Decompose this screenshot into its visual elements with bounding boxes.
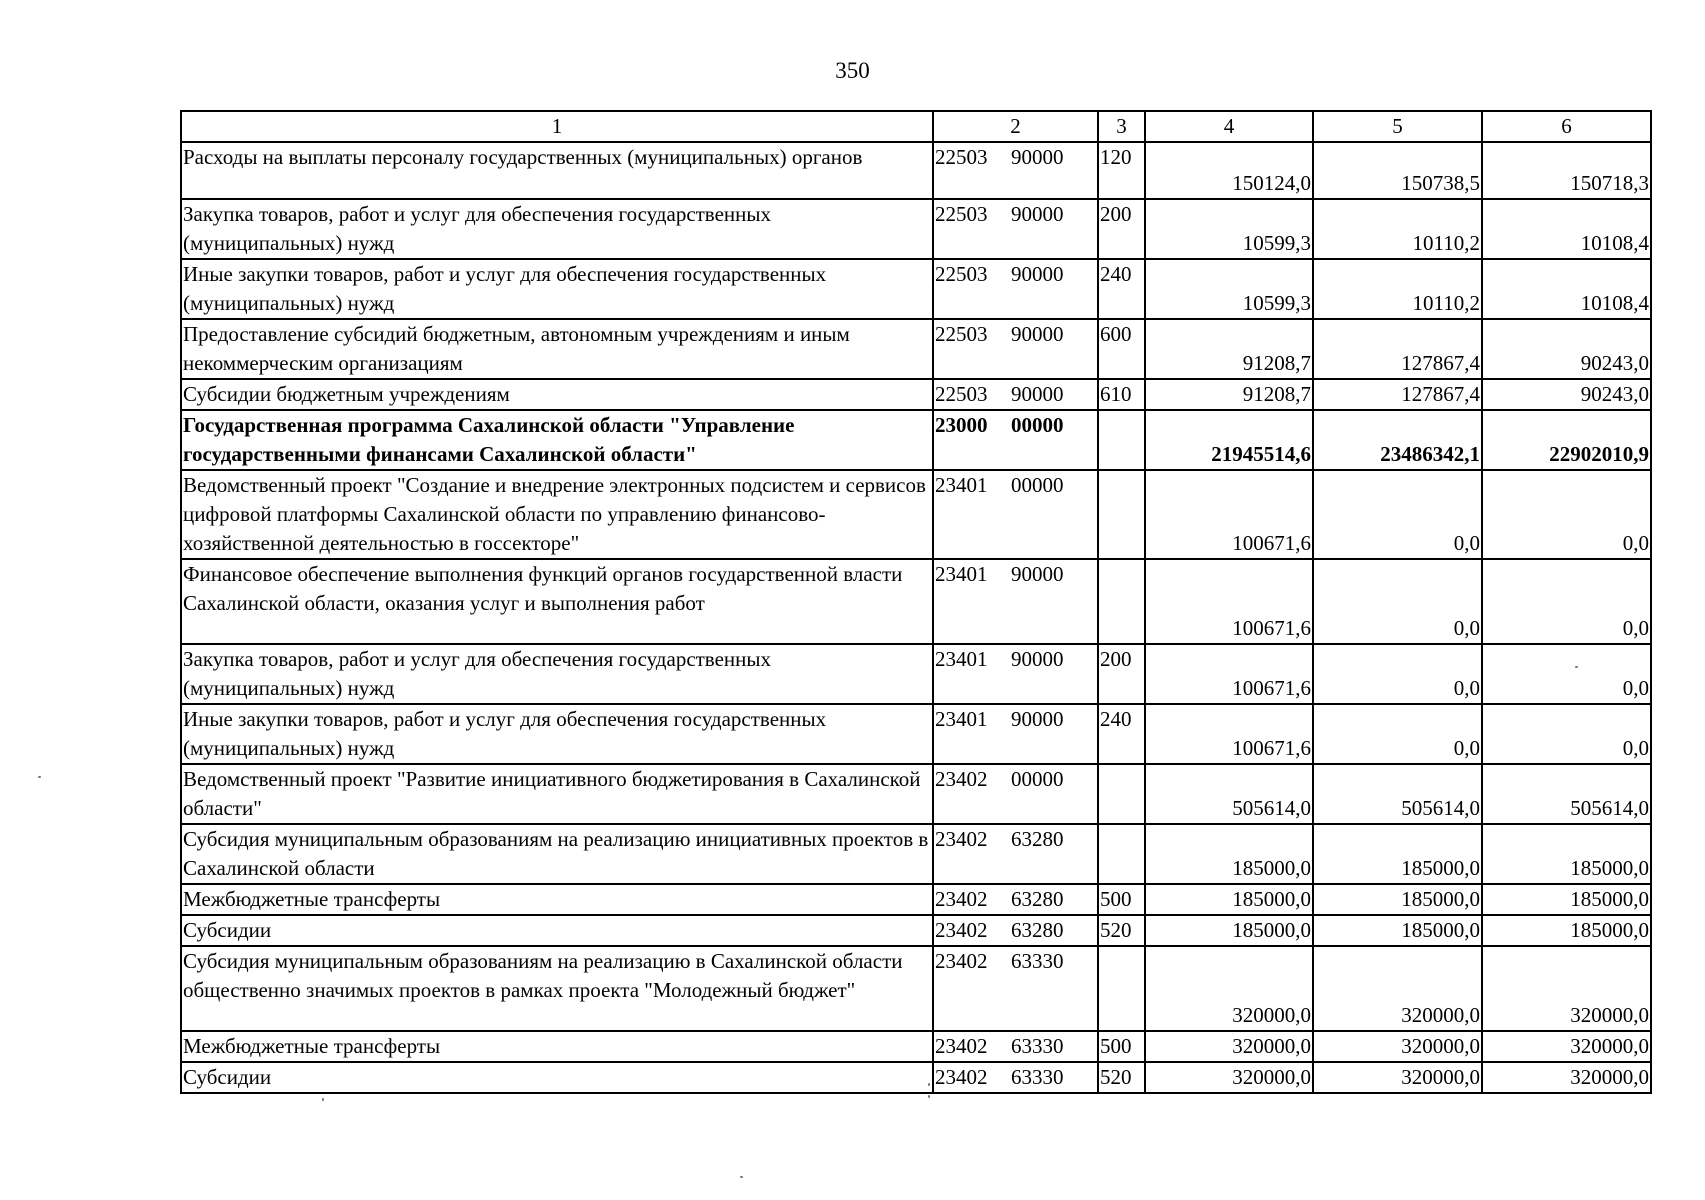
code-program: 22503 xyxy=(935,382,988,406)
table-row xyxy=(181,884,1651,915)
scan-speck xyxy=(322,1098,324,1101)
row-name: Предоставление субсидий бюджетным, автономным учреждениям и иным некоммерческим организациям xyxy=(181,319,933,379)
row-value-5: 185000,0 xyxy=(1313,824,1482,884)
code-program: 23402 xyxy=(935,1034,988,1058)
row-code xyxy=(933,142,1098,199)
row-value-4: 185000,0 xyxy=(1145,824,1313,884)
row-value-6: 150718,3 xyxy=(1482,142,1651,199)
row-name: Закупка товаров, работ и услуг для обеспечения государственных (муниципальных) нужд xyxy=(181,644,933,704)
row-expense-type xyxy=(1098,410,1145,470)
header-cell-1: 1 xyxy=(181,111,933,142)
row-value-4: 100671,6 xyxy=(1145,644,1313,704)
row-value-4: 185000,0 xyxy=(1145,915,1313,946)
table-row xyxy=(181,142,1651,199)
code-direction: 63330 xyxy=(1011,1065,1064,1089)
row-value-4: 100671,6 xyxy=(1145,559,1313,644)
row-value-5: 185000,0 xyxy=(1313,884,1482,915)
row-code xyxy=(933,644,1098,704)
row-value-6: 10108,4 xyxy=(1482,199,1651,259)
code-program: 23401 xyxy=(935,707,988,731)
row-value-6: 505614,0 xyxy=(1482,764,1651,824)
table-row xyxy=(181,470,1651,559)
code-program: 23402 xyxy=(935,918,988,942)
code-program: 23401 xyxy=(935,473,988,497)
row-name: Иные закупки товаров, работ и услуг для обеспечения государственных (муниципальных) нужд xyxy=(181,704,933,764)
row-name: Субсидия муниципальным образованиям на реализацию в Сахалинской области общественно значимых проектов в рамках проекта "Молодежный бюджет" xyxy=(181,946,933,1031)
row-value-5: 150738,5 xyxy=(1313,142,1482,199)
row-value-6: 90243,0 xyxy=(1482,319,1651,379)
code-direction: 00000 xyxy=(1011,473,1064,497)
row-expense-type: 240 xyxy=(1098,704,1145,764)
row-code xyxy=(933,259,1098,319)
row-expense-type xyxy=(1098,470,1145,559)
table-row xyxy=(181,764,1651,824)
row-value-5: 320000,0 xyxy=(1313,1031,1482,1062)
row-name: Финансовое обеспечение выполнения функций органов государственной власти Сахалинской области, оказания услуг и выполнения работ xyxy=(181,559,933,644)
row-value-5: 185000,0 xyxy=(1313,915,1482,946)
table-row xyxy=(181,559,1651,644)
row-expense-type: 200 xyxy=(1098,644,1145,704)
code-direction: 63280 xyxy=(1011,887,1064,911)
scan-speck xyxy=(1575,666,1578,668)
row-code xyxy=(933,470,1098,559)
row-name: Закупка товаров, работ и услуг для обеспечения государственных (муниципальных) нужд xyxy=(181,199,933,259)
row-code xyxy=(933,319,1098,379)
table-row xyxy=(181,824,1651,884)
table-row xyxy=(181,1062,1651,1093)
row-expense-type: 500 xyxy=(1098,884,1145,915)
row-value-4: 185000,0 xyxy=(1145,884,1313,915)
row-value-4: 505614,0 xyxy=(1145,764,1313,824)
table-row xyxy=(181,1031,1651,1062)
code-program: 22503 xyxy=(935,322,988,346)
row-value-6: 22902010,9 xyxy=(1482,410,1651,470)
scan-speck xyxy=(38,776,41,778)
row-value-6: 320000,0 xyxy=(1482,1031,1651,1062)
code-direction: 90000 xyxy=(1011,262,1064,286)
row-value-6: 320000,0 xyxy=(1482,946,1651,1031)
header-cell-3: 3 xyxy=(1098,111,1145,142)
code-direction: 00000 xyxy=(1011,767,1064,791)
code-direction: 63330 xyxy=(1011,1034,1064,1058)
scan-speck xyxy=(928,1083,930,1086)
table-row xyxy=(181,704,1651,764)
header-cell-4: 4 xyxy=(1145,111,1313,142)
table-row xyxy=(181,259,1651,319)
row-value-5: 127867,4 xyxy=(1313,319,1482,379)
row-expense-type xyxy=(1098,946,1145,1031)
row-value-6: 10108,4 xyxy=(1482,259,1651,319)
row-name: Субсидии xyxy=(181,1062,933,1093)
budget-table xyxy=(180,110,1652,1094)
row-expense-type: 200 xyxy=(1098,199,1145,259)
row-value-5: 127867,4 xyxy=(1313,379,1482,410)
row-name: Иные закупки товаров, работ и услуг для обеспечения государственных (муниципальных) нужд xyxy=(181,259,933,319)
code-program: 23401 xyxy=(935,562,988,586)
scan-speck xyxy=(740,1176,743,1178)
row-value-4: 10599,3 xyxy=(1145,259,1313,319)
row-code xyxy=(933,946,1098,1031)
code-direction: 00000 xyxy=(1011,413,1064,437)
page-number: 350 xyxy=(835,58,870,83)
table-row xyxy=(181,410,1651,470)
row-code xyxy=(933,1031,1098,1062)
row-name: Ведомственный проект "Создание и внедрение электронных подсистем и сервисов цифровой платформы Сахалинской области по управлению финансово-хозяйственной деятельностью в госсекторе" xyxy=(181,470,933,559)
row-expense-type xyxy=(1098,764,1145,824)
row-expense-type: 520 xyxy=(1098,915,1145,946)
table-row xyxy=(181,199,1651,259)
row-value-6: 0,0 xyxy=(1482,559,1651,644)
code-direction: 90000 xyxy=(1011,202,1064,226)
table-body xyxy=(181,111,1651,1093)
table-row xyxy=(181,915,1651,946)
code-program: 23402 xyxy=(935,827,988,851)
table-row xyxy=(181,946,1651,1031)
header-row xyxy=(181,111,1651,142)
row-code xyxy=(933,884,1098,915)
row-value-5: 10110,2 xyxy=(1313,259,1482,319)
row-name: Расходы на выплаты персоналу государственных (муниципальных) органов xyxy=(181,142,933,199)
row-code xyxy=(933,915,1098,946)
row-name: Субсидии бюджетным учреждениям xyxy=(181,379,933,410)
code-program: 22503 xyxy=(935,262,988,286)
row-name: Межбюджетные трансферты xyxy=(181,1031,933,1062)
header-cell-6: 6 xyxy=(1482,111,1651,142)
row-value-5: 0,0 xyxy=(1313,559,1482,644)
row-value-6: 0,0 xyxy=(1482,644,1651,704)
row-value-6: 185000,0 xyxy=(1482,884,1651,915)
row-code xyxy=(933,410,1098,470)
row-expense-type: 240 xyxy=(1098,259,1145,319)
row-code xyxy=(933,764,1098,824)
row-value-4: 320000,0 xyxy=(1145,1031,1313,1062)
row-name: Ведомственный проект "Развитие инициативного бюджетирования в Сахалинской области" xyxy=(181,764,933,824)
table-row xyxy=(181,644,1651,704)
row-value-4: 21945514,6 xyxy=(1145,410,1313,470)
table-row xyxy=(181,379,1651,410)
code-program: 23000 xyxy=(935,413,988,437)
row-value-4: 320000,0 xyxy=(1145,1062,1313,1093)
code-program: 23401 xyxy=(935,647,988,671)
row-value-5: 0,0 xyxy=(1313,644,1482,704)
row-value-6: 0,0 xyxy=(1482,704,1651,764)
row-value-4: 100671,6 xyxy=(1145,470,1313,559)
code-program: 22503 xyxy=(935,145,988,169)
code-direction: 90000 xyxy=(1011,562,1064,586)
row-code xyxy=(933,379,1098,410)
row-value-5: 0,0 xyxy=(1313,470,1482,559)
row-name: Межбюджетные трансферты xyxy=(181,884,933,915)
row-name: Субсидия муниципальным образованиям на реализацию инициативных проектов в Сахалинской области xyxy=(181,824,933,884)
row-expense-type xyxy=(1098,824,1145,884)
row-expense-type: 500 xyxy=(1098,1031,1145,1062)
code-direction: 90000 xyxy=(1011,322,1064,346)
row-value-5: 0,0 xyxy=(1313,704,1482,764)
code-program: 23402 xyxy=(935,949,988,973)
code-program: 23402 xyxy=(935,767,988,791)
code-direction: 90000 xyxy=(1011,145,1064,169)
row-value-4: 91208,7 xyxy=(1145,319,1313,379)
row-value-5: 320000,0 xyxy=(1313,1062,1482,1093)
row-code xyxy=(933,704,1098,764)
code-direction: 90000 xyxy=(1011,707,1064,731)
row-value-5: 10110,2 xyxy=(1313,199,1482,259)
row-value-5: 505614,0 xyxy=(1313,764,1482,824)
code-direction: 90000 xyxy=(1011,382,1064,406)
code-direction: 90000 xyxy=(1011,647,1064,671)
code-direction: 63280 xyxy=(1011,827,1064,851)
row-value-4: 100671,6 xyxy=(1145,704,1313,764)
row-code xyxy=(933,824,1098,884)
row-name: Государственная программа Сахалинской области "Управление государственными финансами Сахалинской области" xyxy=(181,410,933,470)
row-expense-type: 600 xyxy=(1098,319,1145,379)
row-code xyxy=(933,559,1098,644)
row-value-6: 90243,0 xyxy=(1482,379,1651,410)
header-cell-5: 5 xyxy=(1313,111,1482,142)
row-value-6: 185000,0 xyxy=(1482,915,1651,946)
code-direction: 63330 xyxy=(1011,949,1064,973)
row-value-4: 91208,7 xyxy=(1145,379,1313,410)
code-program: 23402 xyxy=(935,887,988,911)
code-direction: 63280 xyxy=(1011,918,1064,942)
code-program: 23402 xyxy=(935,1065,988,1089)
table-row xyxy=(181,319,1651,379)
row-expense-type xyxy=(1098,559,1145,644)
row-code xyxy=(933,1062,1098,1093)
scan-speck xyxy=(928,1095,930,1098)
row-expense-type: 120 xyxy=(1098,142,1145,199)
row-value-4: 320000,0 xyxy=(1145,946,1313,1031)
header-cell-2: 2 xyxy=(933,111,1098,142)
row-value-5: 320000,0 xyxy=(1313,946,1482,1031)
row-code xyxy=(933,199,1098,259)
row-value-4: 10599,3 xyxy=(1145,199,1313,259)
row-expense-type: 520 xyxy=(1098,1062,1145,1093)
row-value-4: 150124,0 xyxy=(1145,142,1313,199)
row-value-5: 23486342,1 xyxy=(1313,410,1482,470)
row-expense-type: 610 xyxy=(1098,379,1145,410)
row-value-6: 0,0 xyxy=(1482,470,1651,559)
row-value-6: 320000,0 xyxy=(1482,1062,1651,1093)
code-program: 22503 xyxy=(935,202,988,226)
row-value-6: 185000,0 xyxy=(1482,824,1651,884)
row-name: Субсидии xyxy=(181,915,933,946)
